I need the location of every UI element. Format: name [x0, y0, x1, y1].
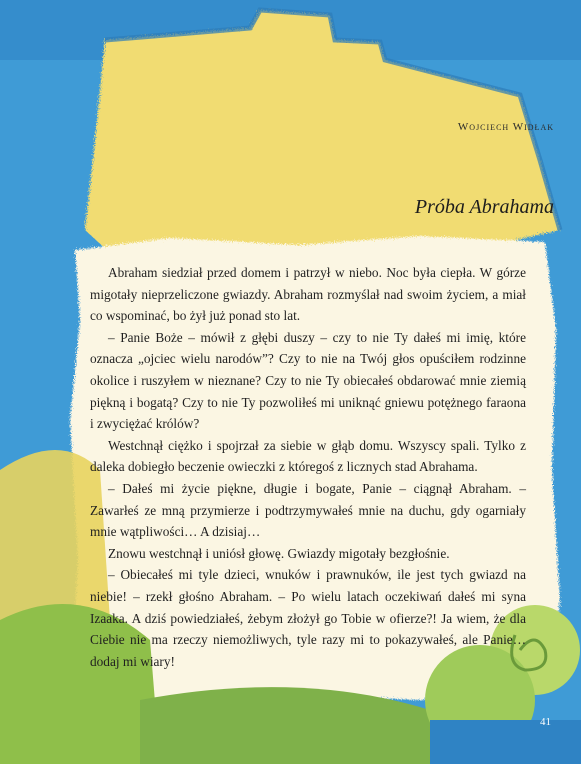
blue-bottom-right	[430, 720, 581, 764]
story-title: Próba Abrahama	[414, 196, 554, 218]
paragraph: – Panie Boże – mówił z głębi duszy – czy to nie Ty dałeś mi imię, które oznacza „ojciec wielu narodów”? Czy to nie na Twój głos opuściłem rodzinne okolice i ruszyłem w nieznane? Czy to nie Ty obiecałeś obdarować mnie ziemią piękną i bogatą? Czy to nie Ty pozwoliłeś mi uniknąć gniewu potężnego faraona i zwyciężać królów?	[90, 329, 526, 432]
paragraph: Abraham siedział przed domem i patrzył w niebo. Noc była ciepła. W górze migotały nieprzeliczone gwiazdy. Abraham rozmyślał nad swoim życiem, a miał co wspominać, bo żył już ponad sto lat.	[90, 265, 526, 324]
paragraph: Znowu westchnął i uniósł głowę. Gwiazdy migotały bezgłośnie.	[108, 545, 450, 561]
story-text	[90, 262, 526, 672]
paragraph: – Obiecałeś mi tyle dzieci, wnuków i prawnuków, ile jest tych gwiazd na niebie! – rzekł głośno Abraham. – Po wielu latach oczekiwań dałeś mi syna Izaaka. A dziś powiedziałeś, żebym złożył go Tobie w ofierze?! Ja wiem, że dla Ciebie nie ma rzeczy niemożliwych, tyle razy mi to pokazywałeś, ale Panie… dodaj mi wiary!	[90, 567, 526, 669]
author-name: Wojciech Widłak	[457, 121, 554, 133]
paragraph: Westchnął ciężko i spojrzał za siebie w głąb domu. Wszyscy spali. Tylko z daleka dobiegło beczenie owieczki z któregoś z licznych stad Abrahama.	[90, 437, 526, 475]
paragraph: – Dałeś mi życie piękne, długie i bogate, Panie – ciągnął Abraham. – Zawarłeś ze mną przymierze i podtrzymywałeś mnie na duchu, gdy ogarniały mnie wątpliwości… A dzisiaj…	[90, 480, 526, 540]
page-number: 41	[540, 716, 551, 728]
